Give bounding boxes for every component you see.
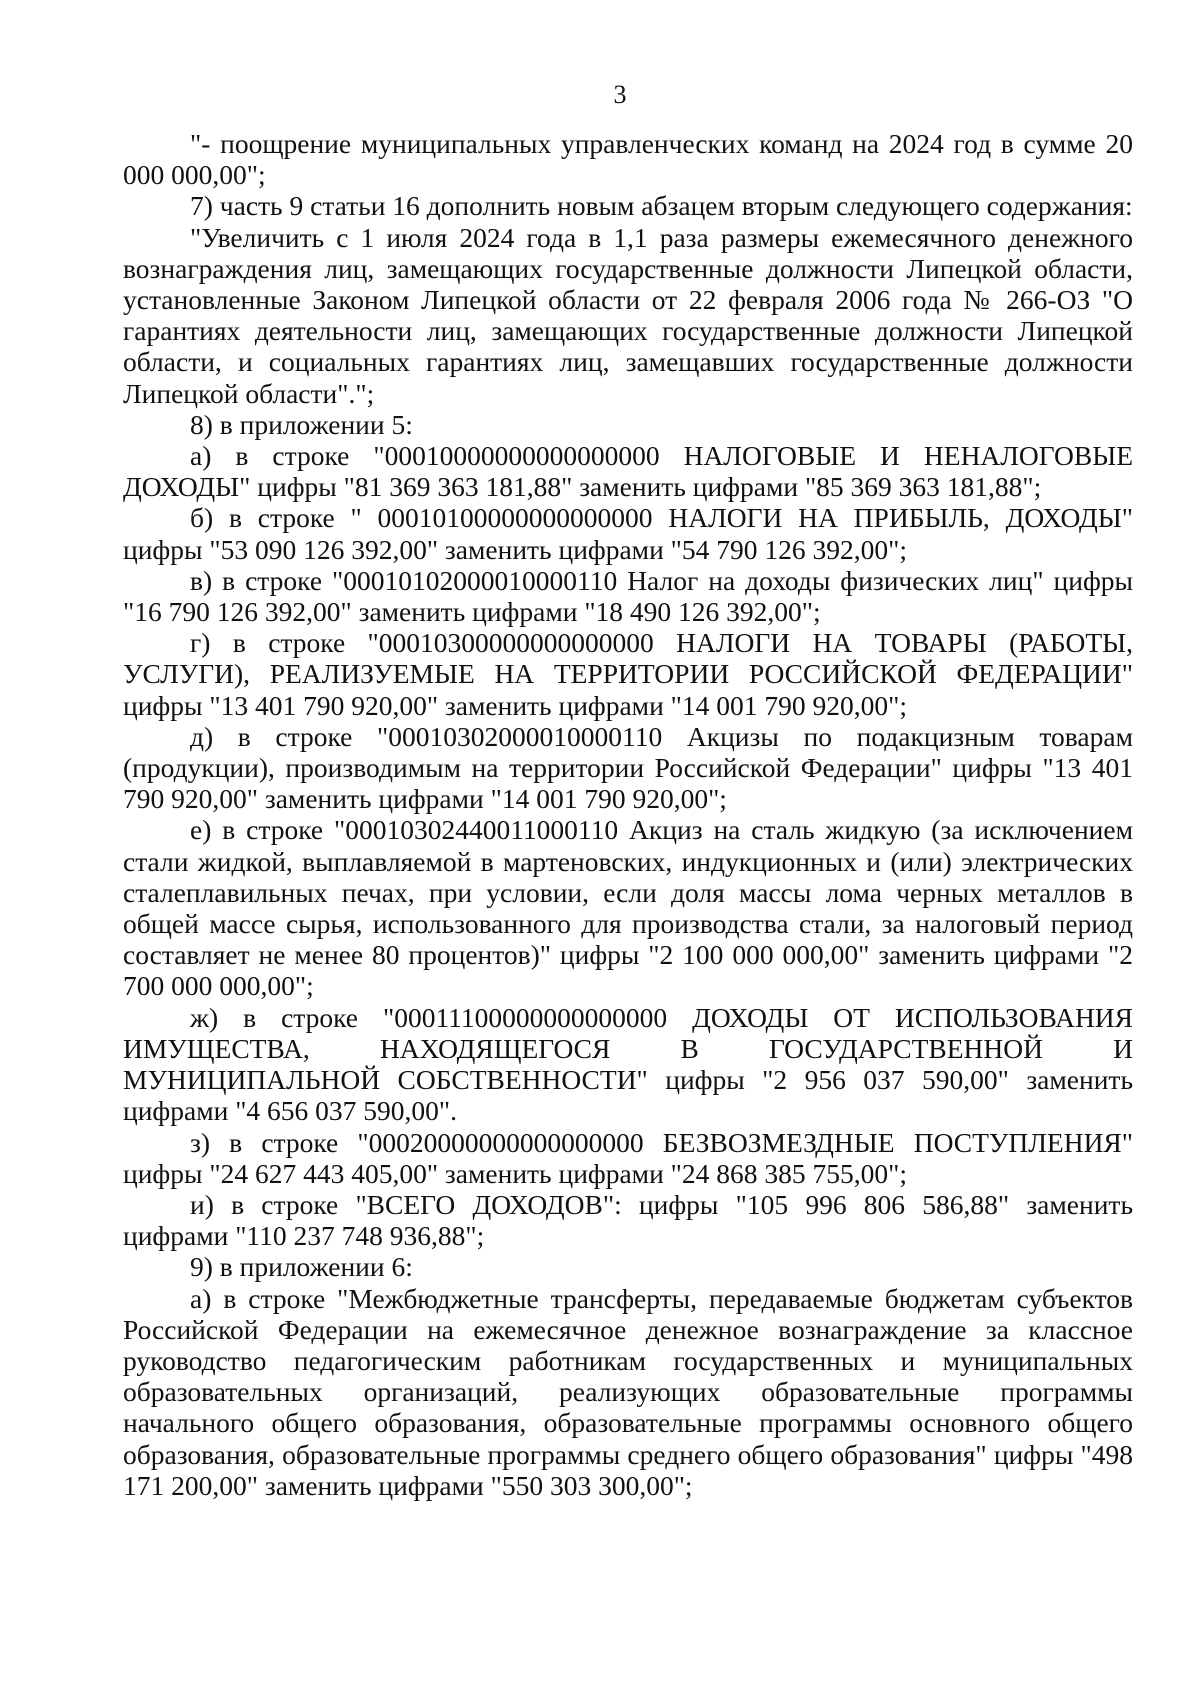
paragraph-item-8v: в) в строке "00010102000010000110 Налог на доходы физических лиц" цифры "16 790 126 392,00" заменить цифрами "18 490 126 392,00"; — [123, 564, 1133, 628]
paragraph-item-8i: и) в строке "ВСЕГО ДОХОДОВ": цифры "105 996 806 586,88" заменить цифрами "110 237 748 936,88"; — [123, 1188, 1133, 1252]
paragraph-item-8d: д) в строке "00010302000010000110 Акцизы по подакцизным товарам (продукции), производимым на территории Российской Федерации" цифры "13 401 790 920,00" заменить цифрами "14 001 790 920,00"; — [123, 720, 1133, 815]
paragraph-quoted-amendment: "Увеличить с 1 июля 2024 года в 1,1 раза размеры ежемесячного денежного вознаграждения лиц, замещающих государственные должности Липецкой области, установленные Законом Липецкой области от 22 февраля 2006 года № 266-ОЗ "О гарантиях деятельности лиц, замещающих государственные должности Липецкой области, и социальных гарантиях лиц, замещавших государственные должности Липецкой области"."; — [123, 221, 1133, 409]
paragraph-item-9: 9) в приложении 6: — [190, 1251, 413, 1283]
paragraph-incentive-sum: "- поощрение муниципальных управленческих команд на 2024 год в сумме 20 000 000,00"; — [123, 128, 1133, 191]
page-number: 3 — [613, 80, 627, 109]
paragraph-item-8b: б) в строке " 00010100000000000000 НАЛОГИ НА ПРИБЫЛЬ, ДОХОДЫ" цифры "53 090 126 392,00" заменить цифрами "54 790 126 392,00"; — [123, 502, 1133, 565]
paragraph-item-8g: г) в строке "00010300000000000000 НАЛОГИ НА ТОВАРЫ (РАБОТЫ, УСЛУГИ), РЕАЛИЗУЕМЫЕ НА ТЕРРИТОРИИ РОССИЙСКОЙ ФЕДЕРАЦИИ" цифры "13 401 790 920,00" заменить цифрами "14 001 790 920,00"; — [123, 627, 1133, 721]
paragraph-item-8a: а) в строке "00010000000000000000 НАЛОГОВЫЕ И НЕНАЛОГОВЫЕ ДОХОДЫ" цифры "81 369 363 181,88" заменить цифрами "85 369 363 181,88"; — [123, 440, 1133, 503]
paragraph-item-8z: з) в строке "00020000000000000000 БЕЗВОЗМЕЗДНЫЕ ПОСТУПЛЕНИЯ" цифры "24 627 443 405,00" заменить цифрами "24 868 385 755,00"; — [123, 1126, 1133, 1189]
paragraph-item-8zh: ж) в строке "00011100000000000000 ДОХОДЫ ОТ ИСПОЛЬЗОВАНИЯ ИМУЩЕСТВА, НАХОДЯЩЕГОСЯ В ГОСУДАРСТВЕННОЙ И МУНИЦИПАЛЬНОЙ СОБСТВЕННОСТИ" цифры "2 956 037 590,00" заменить цифрами "4 656 037 590,00". — [123, 1001, 1133, 1127]
paragraph-item-8e: е) в строке "00010302440011000110 Акциз на сталь жидкую (за исключением стали жидкой, выплавляемой в мартеновских, индукционных и (или) электрических сталеплавильных печах, при условии, если доля массы лома черных металлов в общей массе сырья, использованного для производства стали, за налоговый период составляет не менее 80 процентов)" цифры "2 100 000 000,00" заменить цифрами "2 700 000 000,00"; — [123, 814, 1133, 1002]
paragraph-item-7: 7) часть 9 статьи 16 дополнить новым абзацем вторым следующего содержания: — [190, 190, 1133, 222]
document-body — [123, 128, 1133, 1501]
paragraph-item-9a: а) в строке "Межбюджетные трансферты, передаваемые бюджетам субъектов Российской Федерации на ежемесячное денежное вознаграждение за классное руководство педагогическим работникам государственных и муниципальных образовательных организаций, реализующих образовательные программы начального общего образования, образовательные программы основного общего образования, образовательные программы среднего общего образования" цифры "498 171 200,00" заменить цифрами "550 303 300,00"; — [123, 1282, 1133, 1501]
paragraph-item-8: 8) в приложении 5: — [190, 408, 413, 440]
